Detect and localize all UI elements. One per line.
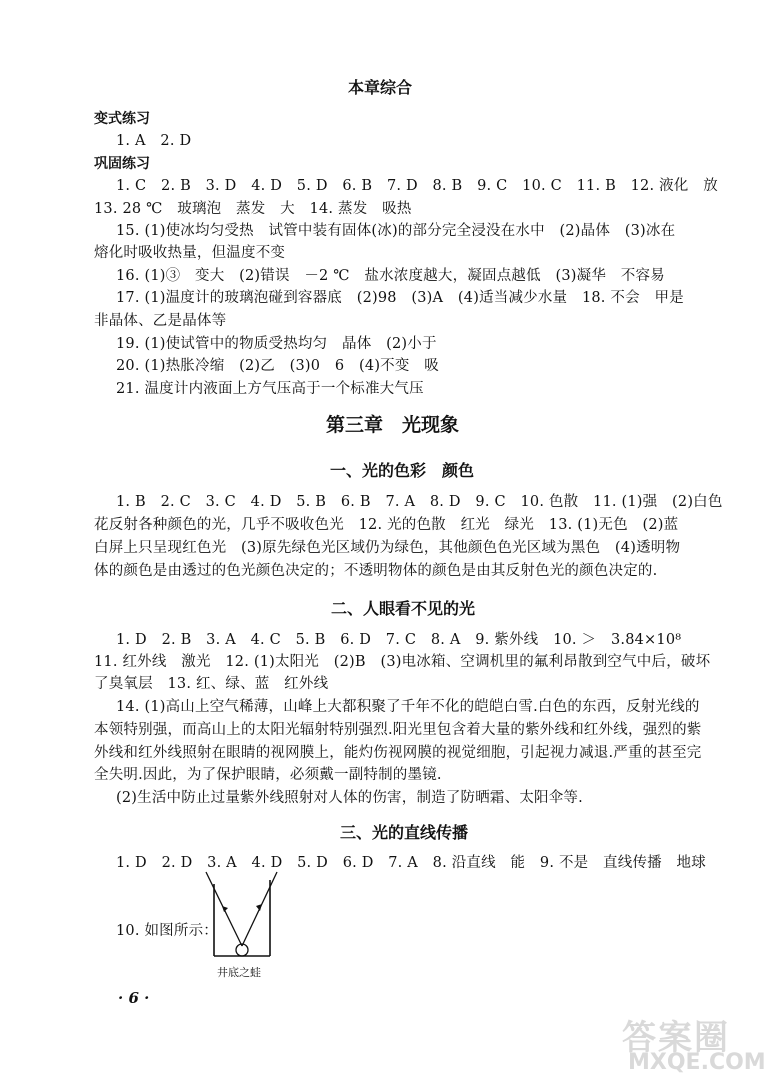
answer-line: 14. (1)高山上空气稀薄，山峰上大都积聚了千年不化的皑皑白雪.白色的东西，反射光线的	[116, 699, 700, 715]
answer-line: 11. 红外线 激光 12. (1)太阳光 (2)B (3)电冰箱、空调机里的氟利昂散到空气中后，破坏	[94, 654, 711, 670]
answer-line: 本领特别强，而高山上的太阳光辐射特别强烈.阳光里包含着大量的紫外线和红外线，强烈的紫	[94, 722, 702, 738]
answer-line: 1. C 2. B 3. D 4. D 5. D 6. B 7. D 8. B 9. C 10. C 11. B 12. 液化 放	[116, 178, 718, 194]
variant-practice-label: 变式练习	[94, 111, 150, 127]
answer-line: 20. (1)热胀冷缩 (2)乙 (3)0 6 (4)不变 吸	[116, 358, 439, 374]
section-title-straight-propagation: 三、光的直线传播	[340, 823, 469, 842]
answer-line: 16. (1)③ 变大 (2)错误 －2 ℃ 盐水浓度越大，凝固点越低 (3)凝华 不容易	[116, 268, 665, 284]
answer-line: 17. (1)温度计的玻璃泡碰到容器底 (2)98 (3)A (4)适当减少水量 18. 不会 甲是	[116, 290, 684, 306]
answer-line: 花反射各种颜色的光，几乎不吸收色光 12. 光的色散 红光 绿光 13. (1)无色 (2)蓝	[94, 517, 679, 533]
consolidate-practice-label: 巩固练习	[94, 156, 150, 172]
answer-line: 1. D 2. D 3. A 4. D 5. D 6. D 7. A 8. 沿直线 能 9. 不是 直线传播 地球	[116, 855, 706, 871]
section-title-invisible-light: 二、人眼看不见的光	[331, 599, 476, 618]
figure-caption: 井底之蛙	[217, 966, 261, 979]
page-number: · 6 ·	[118, 989, 150, 1007]
answer-line: 了臭氧层 13. 红、绿、蓝 红外线	[94, 676, 329, 692]
answer-line: 白屏上只呈现红色光 (3)原先绿色光区域仍为绿色，其他颜色色光区域为黑色 (4)透明物	[94, 540, 681, 556]
answer-line: 体的颜色是由透过的色光颜色决定的；不透明物体的颜色是由其反射色光的颜色决定的.	[94, 563, 658, 579]
well-frog-diagram	[200, 870, 290, 960]
answer-line: 外线和红外线照射在眼睛的视网膜上，能灼伤视网膜的视觉细胞，引起视力减退.严重的甚至完	[94, 745, 702, 761]
answer-line: 1. B 2. C 3. C 4. D 5. B 6. B 7. A 8. D 9. C 10. 色散 11. (1)强 (2)白色	[116, 494, 723, 510]
answer-line: 15. (1)使冰均匀受热 试管中装有固体(冰)的部分完全浸没在水中 (2)晶体 (3)冰在	[116, 223, 676, 239]
answer-line: 13. 28 ℃ 玻璃泡 蒸发 大 14. 蒸发 吸热	[94, 201, 412, 217]
chapter-title: 第三章 光现象	[326, 414, 460, 436]
watermark-logo: 答案圈	[622, 1018, 730, 1058]
answer-line: 19. (1)使试管中的物质受热均匀 晶体 (2)小于	[116, 336, 437, 352]
answer-line: 1. D 2. B 3. A 4. C 5. B 6. D 7. C 8. A 9. 紫外线 10. ＞ 3.84×10⁸	[116, 632, 682, 648]
answer-line: 非晶体、乙是晶体等	[94, 313, 227, 329]
q10-label: 10. 如图所示：	[116, 923, 218, 939]
section-title-summary: 本章综合	[348, 78, 413, 97]
watermark-url: MXQE.COM	[628, 1050, 766, 1075]
answer-line: 21. 温度计内液面上方气压高于一个标准大气压	[116, 381, 424, 397]
section-title-color: 一、光的色彩 颜色	[330, 461, 475, 480]
variant-answers: 1. A 2. D	[116, 133, 192, 149]
answer-line: 全失明.因此，为了保护眼睛，必须戴一副特制的墨镜.	[94, 767, 442, 783]
answer-line: (2)生活中防止过量紫外线照射对人体的伤害，制造了防晒霜、太阳伞等.	[116, 790, 583, 806]
answer-line: 熔化时吸收热量，但温度不变	[94, 245, 286, 261]
